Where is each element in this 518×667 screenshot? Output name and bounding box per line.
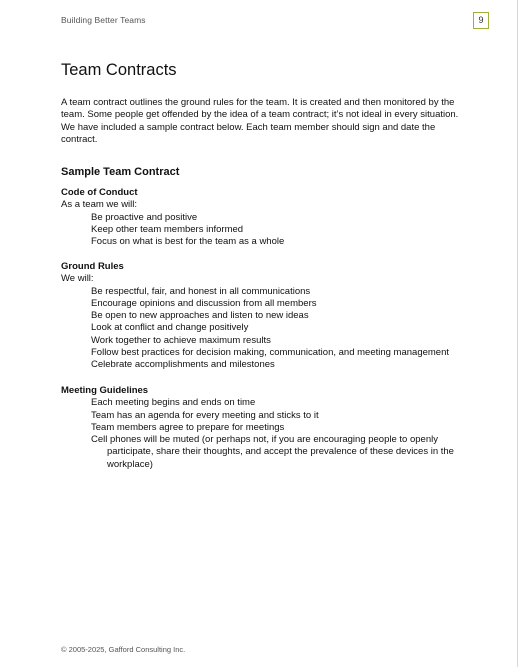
code-of-conduct-section <box>61 187 481 248</box>
page-number: 9 <box>473 12 489 29</box>
ground-rules-lead: We will: <box>61 273 94 285</box>
running-header: Building Better Teams <box>61 15 146 25</box>
list-item: Look at conflict and change positively <box>91 322 249 334</box>
meeting-guidelines-list <box>61 397 481 471</box>
footer-copyright: © 2005-2025, Gafford Consulting Inc. <box>61 645 186 654</box>
list-item: Cell phones will be muted (or perhaps not, if you are encouraging people to openly participate, share their thoughts, and accept the prevalence of these devices in the workplace) <box>91 434 454 470</box>
meeting-guidelines-heading: Meeting Guidelines <box>61 385 149 396</box>
code-of-conduct-heading: Code of Conduct <box>61 187 138 198</box>
list-item: Encourage opinions and discussion from all members <box>91 297 317 309</box>
list-item: Keep other team members informed <box>91 223 244 235</box>
list-item: Celebrate accomplishments and milestones <box>91 359 275 371</box>
code-of-conduct-lead: As a team we will: <box>61 199 138 211</box>
meeting-guidelines-section <box>61 385 481 471</box>
list-item: Follow best practices for decision making, communication, and meeting management <box>91 347 450 359</box>
list-item: Team has an agenda for every meeting and sticks to it <box>91 409 319 421</box>
ground-rules-heading: Ground Rules <box>61 261 124 272</box>
list-item: Each meeting begins and ends on time <box>91 397 256 409</box>
intro-paragraph: A team contract outlines the ground rules for the team. It is created and then monitored by the team. Some people get offended by the idea of a team contract; it’s not ideal in every situation. We have included a sample contract below. Each team member should sign and date the contract. <box>61 97 459 145</box>
list-item: Be proactive and positive <box>91 211 198 223</box>
list-item: Be open to new approaches and listen to new ideas <box>91 310 309 322</box>
code-of-conduct-list <box>61 212 481 249</box>
ground-rules-section <box>61 261 481 372</box>
sample-contract-title: Sample Team Contract <box>61 166 180 178</box>
list-item: Be respectful, fair, and honest in all communications <box>91 285 311 297</box>
list-item: Work together to achieve maximum results <box>91 334 271 346</box>
ground-rules-list <box>61 286 481 372</box>
list-item: Focus on what is best for the team as a whole <box>91 236 285 248</box>
page-title: Team Contracts <box>61 61 177 79</box>
list-item: Team members agree to prepare for meetings <box>91 421 285 433</box>
